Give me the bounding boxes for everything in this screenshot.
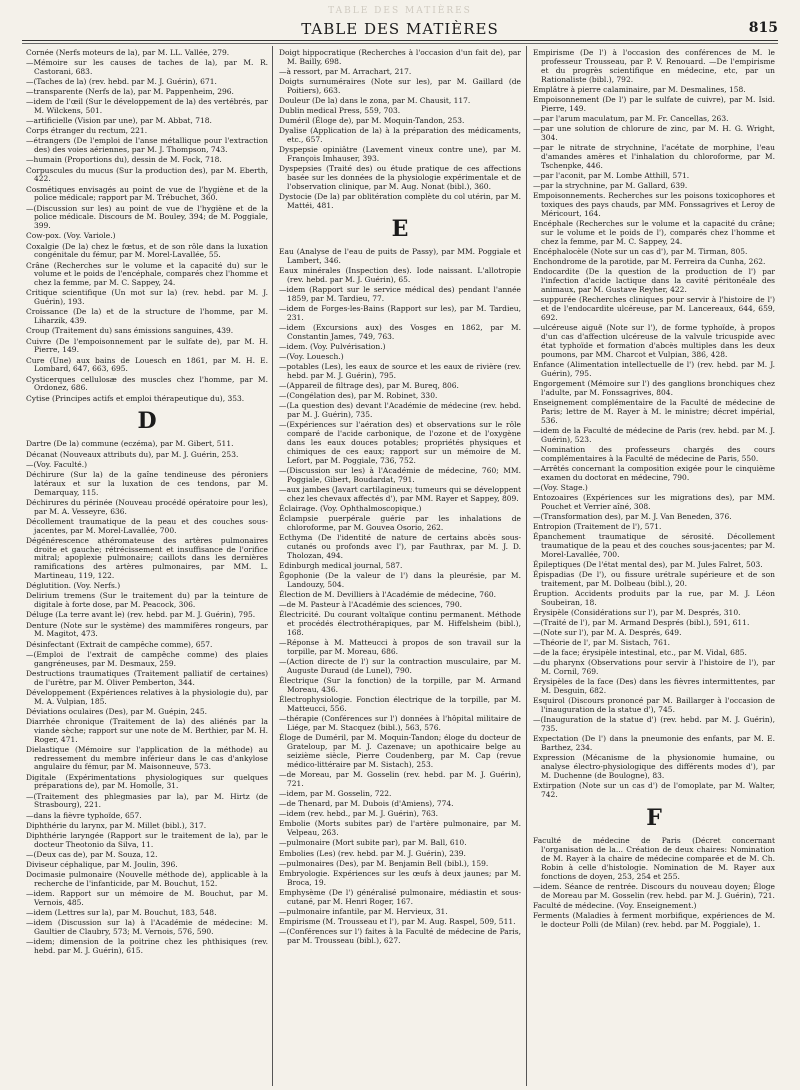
index-entry: Cuivre (De l'empoisonnement par le sulfate de), par M. H. Pierre, 149. bbox=[26, 336, 268, 355]
index-entry: —transparente (Nerfs de la), par M. Pappenheim, 296. bbox=[26, 87, 234, 97]
index-entry: Déglutition. (Voy. Nerfs.) bbox=[26, 581, 121, 591]
index-entry: Doigt hippocratique (Recherches à l'occasion d'un fait de), par M. Bailly, 698. bbox=[279, 49, 521, 66]
index-entry: —potables (Les), les eaux de source et les eaux de rivière (rev. hebd. par M. J. Guérin), 795. bbox=[279, 362, 521, 381]
index-entry: Diarrhée chronique (Traitement de la) des aliénés par la viande sèche; rapport sur une note de M. Berthier, par M. H. Roger, 471. bbox=[26, 716, 268, 744]
index-entry: Empoisonnements. Recherches sur les poisons toxicophores et toxiques des pays chauds, par MM. Fonssagrives et Leroy de Méricourt, 164. bbox=[533, 191, 775, 218]
index-entry: —à ressort, par M. Arrachart, 217. bbox=[279, 67, 412, 76]
index-entry: —idem. (Voy. Pulvérisation.) bbox=[279, 342, 386, 352]
index-entry: Embolie (Morts subites par) de l'artère pulmonaire, par M. Velpeau, 263. bbox=[279, 819, 521, 838]
index-entry: Cow-pox. (Voy. Variole.) bbox=[26, 231, 116, 241]
index-entry: —Mémoire sur les causes de taches de la), par M. R. Castorani, 683. bbox=[26, 58, 268, 76]
index-entry: Épispadias (De l'), ou fissure urétrale supérieure et de son traitement, par M. Dolbeau (bibl.), 20. bbox=[533, 569, 775, 588]
index-entry: Cure (Une) aux bains de Louesch en 1861, par M. H. E. Lombard, 647, 663, 695. bbox=[26, 355, 268, 374]
index-entry: —par la strychnine, par M. Gallard, 639. bbox=[533, 181, 688, 190]
index-entry: Entropion (Traitement de l'), 571. bbox=[533, 521, 662, 531]
index-entry: Empirisme (M. Trousseau et l'), par M. Aug. Raspel, 509, 511. bbox=[279, 916, 516, 926]
index-entry: —par une solution de chlorure de zinc, par M. H. G. Wright, 304. bbox=[533, 124, 775, 142]
index-entry: Épanchement traumatique de sérosité. Décollement traumatique de la peau et des couches sous-jacentes; par M. Morel-Lavallée, 700. bbox=[533, 531, 775, 559]
section-letter: D bbox=[137, 408, 157, 435]
index-entry: —(La question des) devant l'Académie de médecine (rev. hebd. par M. J. Guérin), 735. bbox=[279, 401, 521, 420]
index-entry: —(Discussion sur les) à l'Académie de médecine, 760; MM. Poggiale, Gibert, Boudardat, 791. bbox=[279, 466, 521, 485]
bleed-through-title: TABLE DES MATIÈRES bbox=[328, 6, 472, 16]
index-entry: Eaux minérales (Inspection des). Iode naissant. L'allotropie (rev. hebd. par M. J. Guérin), 65. bbox=[279, 266, 521, 284]
index-entry: —(Conférences sur l') faites à la Faculté de médecine de Paris, par M. Trousseau (bibl.), 627. bbox=[279, 926, 521, 945]
page-title: TABLE DES MATIÈRES bbox=[301, 20, 499, 38]
section-letter: F bbox=[646, 805, 662, 832]
index-entry: —dans la fièvre typhoïde, 657. bbox=[26, 810, 142, 820]
index-entry: —humain (Proportions du), dessin de M. Fock, 718. bbox=[26, 155, 222, 165]
index-entry: Électrique (Sur la fonction) de la torpille, par M. Armand Moreau, 436. bbox=[279, 676, 521, 695]
index-entry: —Théorie de l', par M. Sistach, 761. bbox=[533, 638, 671, 648]
index-entry: —(Discussion sur les) au point de vue de l'hygiène et de la police médicale. Discours de M. Bouley, 394; de M. Poggiale, 399. bbox=[26, 203, 268, 231]
index-entry: Coxalgie (De la) chez le fœtus, et de son rôle dans la luxation congénitale du fémur, par M. Morel-Lavallée, 55. bbox=[26, 241, 268, 260]
index-entry: —(Taches de la) (rev. hebd. par M. J. Guérin), 671. bbox=[26, 77, 217, 87]
index-entry: Développement (Expériences relatives à la physiologie du), par M. A. Vulpian, 185. bbox=[26, 687, 268, 706]
index-entry: Esquirol (Discours prononcé par M. Baillarger à l'occasion de l'inauguration de la statue d'), 745. bbox=[533, 696, 775, 715]
page-header bbox=[22, 18, 778, 38]
index-entry: Électrophysiologie. Fonction électrique de la torpille, par M. Matteucci, 556. bbox=[279, 695, 521, 714]
index-entry: —idem (Excursions aux) des Vosges en 1862, par M. Constantin James, 749, 763. bbox=[279, 323, 521, 341]
index-entry: Empirisme (De l') à l'occasion des conférences de M. le professeur Trousseau, par P. V. Renouard. —De l'empirisme et du progrès scientifique en médecine, etc, par un Rationaliste (bibl.), 792. bbox=[533, 49, 775, 84]
index-entry: Croissance (De la) et de la structure de l'homme, par M. Liharzik, 439. bbox=[26, 307, 268, 326]
index-entry: Faculté de médecine. (Voy. Enseignement.) bbox=[533, 900, 697, 910]
index-entry: —du pharynx (Observations pour servir à l'histoire de l'), par M. Cornil, 769. bbox=[533, 658, 775, 677]
index-entry: Éruption. Accidents produits par la rue, par M. J. Léon Soubeiran, 18. bbox=[533, 588, 775, 607]
index-entry: Épileptiques (De l'état mental des), par M. Jules Falret, 503. bbox=[533, 559, 763, 569]
index-entry: —Nomination des professeurs chargés des cours complémentaires à la Faculté de médecine de Paris, 550. bbox=[533, 444, 775, 463]
index-entry: —thérapie (Conférences sur l') données à l'hôpital militaire de Liége, par M. Stacquez (bibl.), 563, 576. bbox=[279, 714, 521, 733]
index-entry: Duméril (Éloge de), par M. Moquin-Tandon, 253. bbox=[279, 116, 465, 126]
index-entry: —Réponse à M. Matteucci à propos de son travail sur la torpille, par M. Moreau, 686. bbox=[279, 638, 521, 657]
index-entry: —idem de la Faculté de médecine de Paris (rev. hebd. par M. J. Guérin), 523. bbox=[533, 425, 775, 444]
index-entry: —ulcéreuse aiguë (Note sur l'), de forme typhoïde, à propos d'un cas d'affection ulcéreuse de la valvule tricuspide avec état typhoïde et formation d'abcès multiples dans les deux poumons, par MM. Charcot et Vulpian, 386, 428. bbox=[533, 322, 775, 359]
index-entry: Empoisonnement (De l') par le sulfate de cuivre), par M. Isid. Pierre, 149. bbox=[533, 94, 775, 113]
index-entry: —(Traitement des phlegmasies par la), par M. Hirtz (de Strasbourg), 221. bbox=[26, 791, 268, 810]
index-entry: Corps étranger du rectum, 221. bbox=[26, 126, 148, 136]
index-entry: Emphysème (De l') généralisé pulmonaire, médiastin et sous-cutané, par M. Henri Roger, 167. bbox=[279, 887, 521, 906]
index-entry: —de la face; érysipèle intestinal, etc., par M. Vidal, 685. bbox=[533, 648, 747, 658]
column-divider bbox=[526, 46, 527, 1086]
index-entry: Cosmétiques envisagés au point de vue de l'hygiène et de la police médicale; rapport par M. Trébuchet, 360. bbox=[26, 184, 268, 203]
index-entry: Ecthyma (De l'identité de nature de certains abcès sous-cutanés ou profonds avec l'), par Fauthrax, par M. J. D. Tholozan, 494. bbox=[279, 533, 521, 561]
index-entry: Éclairage. (Voy. Ophthalmoscopique.) bbox=[279, 504, 422, 514]
index-entry: —pulmonaires (Des), par M. Benjamin Bell (bibl.), 159. bbox=[279, 858, 489, 868]
index-entry: —idem. Rapport sur un mémoire de M. Bouchut, par M. Vernois, 485. bbox=[26, 888, 268, 907]
index-entry: Faculté de médecine de Paris (Décret concernant l'organisation de la... Création de deux chaires: Nomination de M. Rayer à la chaire de médecine comparée et de M. Ch. Robin à celle d'histologie. Nomination de M. Rayer aux fonctions de doyen, 253, 254 et 255. bbox=[533, 836, 775, 881]
index-entry: Entozoaires (Expériences sur les migrations des), par MM. Pouchet et Verrier aîné, 308. bbox=[533, 492, 775, 511]
header-rule-secondary bbox=[22, 43, 778, 44]
index-entry: Encéphalocèle (Note sur un cas d'), par M. Tirman, 805. bbox=[533, 246, 748, 256]
index-entry: —par le nitrate de strychnine, l'acétate de morphine, l'eau d'amandes amères et l'inhalation du chloroforme, par M. Tschenpke, 446. bbox=[533, 143, 775, 170]
index-entry: Engorgement (Mémoire sur l') des ganglions bronchiques chez l'adulte, par M. Fonssagrives, 804. bbox=[533, 378, 775, 397]
index-entry: —idem, par M. Gosselin, 722. bbox=[279, 789, 392, 799]
index-entry: —(Emploi de l'extrait de campêche comme) des plaies gangréneuses, par M. Desmaux, 259. bbox=[26, 649, 268, 668]
index-entry: Eau (Analyse de l'eau de puits de Passy), par MM. Poggiale et Lambert, 346. bbox=[279, 247, 521, 265]
index-entry: Encéphale (Recherches sur le volume et la capacité du crâne; sur le volume et le poids de l'), comparés chez l'homme et chez la femme, par M. C. Sappey, 24. bbox=[533, 219, 775, 246]
index-entry: —étrangers (De l'emploi de l'anse métallique pour l'extraction des) des voies aériennes, par M. J. Thompson, 743. bbox=[26, 136, 268, 155]
index-entry: —(Traité de l'), par M. Armand Després (bibl.), 591, 611. bbox=[533, 618, 750, 627]
index-entry: Cornée (Nerfs moteurs de la), par M. LL. Vallée, 279. bbox=[26, 49, 230, 57]
index-entry: —idem (rev. hebd., par M. J. Guérin), 763. bbox=[279, 809, 439, 819]
index-entry: Cytise (Principes actifs et emploi thérapeutique du), 353. bbox=[26, 393, 245, 403]
page-number: 815 bbox=[748, 20, 778, 36]
index-entry: Expectation (De l') dans la pneumonie des enfants, par M. E. Barthez, 234. bbox=[533, 734, 775, 753]
index-entry: —de M. Pasteur à l'Académie des sciences, 790. bbox=[279, 600, 462, 610]
index-entry: Déchirure (Sur la) de la gaîne tendineuse des péroniers latéraux et sur la luxation de ces tendons, par M. Demarquay, 115. bbox=[26, 469, 268, 497]
index-entry: —idem (Lettres sur la), par M. Bouchut, 183, 548. bbox=[26, 907, 217, 917]
index-entry: Emplâtre à pierre calaminaire, par M. Desmalines, 158. bbox=[533, 84, 746, 94]
index-entry: —de Moreau, par M. Gosselin (rev. hebd. par M. J. Guérin), 721. bbox=[279, 770, 521, 789]
index-entry: Delirium tremens (Sur le traitement du) par la teinture de digitale à forte dose, par M. Peacock, 306. bbox=[26, 591, 268, 610]
index-entry: —idem. Séance de rentrée. Discours du nouveau doyen; Éloge de Moreau par M. Gosselin (rev. hebd. par M. J. Guérin), 721. bbox=[533, 881, 775, 900]
index-entry: Douleur (De la) dans le zona, par M. Chausit, 117. bbox=[279, 96, 471, 106]
index-entry: Éclampsie puerpérale guérie par les inhalations de chloroforme, par M. Gouvea Osorio, 262. bbox=[279, 514, 521, 533]
index-entry: —(Inauguration de la statue d') (rev. hebd. par M. J. Guérin), 735. bbox=[533, 715, 775, 734]
index-entry: —(Deux cas de), par M. Souza, 12. bbox=[26, 849, 158, 859]
index-entry: —(Note sur l'), par M. A. Després, 649. bbox=[533, 628, 682, 638]
column-divider bbox=[272, 46, 273, 1086]
index-entry: —(Congélation des), par M. Robinet, 330. bbox=[279, 391, 438, 401]
index-entry: Dyspepsie opiniâtre (Lavement vineux contre une), par M. François Imhauser, 393. bbox=[279, 145, 521, 164]
index-entry: Denture (Note sur le système) des mammifères rongeurs, par M. Magitot, 473. bbox=[26, 620, 268, 639]
index-entry: Embryologie. Expériences sur les œufs à deux jaunes; par M. Broca, 19. bbox=[279, 868, 521, 887]
index-entry: Dystocie (De la) par oblitération complète du col utérin, par M. Mattéi, 481. bbox=[279, 192, 521, 211]
index-entry: Dyspepsies (Traité des) ou étude pratique de ces affections basée sur les données de la physiologie expérimentale et de l'observation clinique, par M. Aug. Nonat (bibl.), 360. bbox=[279, 164, 521, 192]
index-entry: Dartre (De la) commune (eczéma), par M. Gibert, 511. bbox=[26, 439, 234, 449]
section-letter: E bbox=[391, 216, 409, 243]
index-entry: —(Voy. Faculté.) bbox=[26, 459, 88, 469]
index-entry: —artificielle (Vision par une), par M. Abbat, 718. bbox=[26, 116, 212, 126]
index-entry: Déluge (La terre avant le) (rev. hebd. par M. J. Guérin), 795. bbox=[26, 610, 256, 620]
index-entry: Extirpation (Note sur un cas d') de l'omoplate, par M. Walter, 742. bbox=[533, 781, 775, 800]
index-entry: Endocardite (De la question de la production de l') par l'infection d'acide lactique dans la cavité péritonéale des animaux, par M. Gustave Reyher, 422. bbox=[533, 267, 775, 294]
index-entry: Dyalise (Application de la) à la préparation des médicaments, etc., 657. bbox=[279, 126, 521, 145]
index-entry: —(Voy. Louesch.) bbox=[279, 352, 344, 362]
index-entry: Désinfectant (Extrait de campêche comme), 657. bbox=[26, 639, 213, 649]
index-entry: Doigts surnuméraires (Note sur les), par M. Gaillard (de Poitiers), 663. bbox=[279, 77, 521, 95]
index-entry: —idem de Forges-les-Bains (Rapport sur les), par M. Tardieu, 231. bbox=[279, 304, 521, 322]
index-entry: —aux jambes (Javart cartilagineux; tumeurs qui se développent chez les chevaux affectés d'), par MM. Rayer et Sappey, 809. bbox=[279, 485, 521, 504]
index-entry: —idem (Discussion sur la) à l'Académie de médecine: M. Gaultier de Claubry, 573; M. Vernois, 576, 590. bbox=[26, 918, 268, 936]
index-entry: Croup (Traitement du) sans émissions sanguines, 439. bbox=[26, 326, 234, 336]
index-entry: Érysipèle (Considérations sur l'), par M. Després, 310. bbox=[533, 607, 741, 617]
index-entry: Enseignement complémentaire de la Faculté de médecine de Paris; lettre de M. Rayer à M. le ministre; décret impérial, 536. bbox=[533, 397, 775, 425]
index-entry: Électricité. Du courant voltaïque continu permanent. Méthode et procédés électrothérapiques, par M. Hiffelsheim (bibl.), 168. bbox=[279, 610, 521, 638]
index-entry: Cysticerques cellulosæ des muscles chez l'homme, par M. Ordonez, 686. bbox=[26, 374, 268, 393]
index-entry: —(Transformation des), par M. J. Van Beneden, 376. bbox=[533, 511, 732, 521]
index-entry: Érysipèles de la face (Des) dans les fièvres intermittentes, par M. Desguin, 682. bbox=[533, 677, 775, 696]
index-entry: Éloge de Duméril, par M. Moquin-Tandon; éloge du docteur de Grateloup, par M. J. Cazenave; un apothicaire belge au seizième siècle, Pierre Coudenberg, par M. Cap (revue médico-littéraire par M. Sistach), 253. bbox=[279, 733, 521, 770]
index-entry: Ferments (Maladies à ferment morbifique, expériences de M. le docteur Polli (de Milan) (rev. hebd. par M. Poggiale), 1. bbox=[533, 910, 775, 929]
index-entry: —(Appareil de filtrage des), par M. Bureq, 806. bbox=[279, 381, 459, 391]
index-entry: —par l'arum maculatum, par M. Fr. Cancellas, 263. bbox=[533, 113, 729, 123]
index-entry: Docimasie pulmonaire (Nouvelle méthode de), applicable à la recherche de l'infanticide, par M. Bouchut, 152. bbox=[26, 869, 268, 888]
index-entry: —idem; dimension de la poitrine chez les phthisiques (rev. hebd. par M. J. Guérin), 615. bbox=[26, 937, 268, 955]
index-entry: —pulmonaire infantile, par M. Hervieux, 31. bbox=[279, 906, 448, 916]
index-entry: Enfance (Alimentation intellectuelle de l') (rev. hebd. par M. J. Guérin), 795. bbox=[533, 359, 775, 378]
index-column-1 bbox=[26, 49, 268, 957]
index-entry: Edinburgh medical journal, 587. bbox=[279, 561, 403, 571]
index-entry: Digitale (Expérimentations physiologiques sur quelques préparations de), par M. Homolle, 31. bbox=[26, 772, 268, 791]
index-entry: Décanat (Nouveaux attributs du), par M. J. Guérin, 253. bbox=[26, 449, 239, 459]
index-column-2 bbox=[279, 49, 521, 947]
index-entry: Destructions traumatiques (Traitement palliatif de certaines) de l'urètre, par M. Oliver Pemberton, 344. bbox=[26, 668, 268, 687]
index-entry: Dielastique (Mémoire sur l'application de la méthode) au redressement du membre inférieur dans le cas d'ankylose angulaire du fémur, par M. Maisonneuve, 573. bbox=[26, 744, 268, 772]
index-entry: —(Expériences sur l'aération des) et observations sur le rôle comparé de l'acide carbonique, de l'ozone et de l'oxygène dans les eaux douces potables; propriétés physiques et chimiques de ces eaux; rapport sur un mémoire de M. Lefort, par M. Poggiale, 736, 752. bbox=[279, 420, 521, 466]
index-entry: —Arrêtés concernant la composition exigée pour le cinquième examen du doctorat en médecine, 790. bbox=[533, 463, 775, 482]
index-entry: Corpuscules du mucus (Sur la production des), par M. Eberth, 422. bbox=[26, 165, 268, 184]
index-entry: Diphthérie du larynx, par M. Millet (bibl.), 317. bbox=[26, 820, 207, 830]
index-entry: Crâne (Recherches sur le volume et la capacité du) sur le volume et le poids de l'encéphale, comparés chez l'homme et chez la femme, par M. C. Sappey, 24. bbox=[26, 260, 268, 288]
index-column-3 bbox=[533, 49, 775, 931]
index-entry: —par l'aconit, par M. Lombe Atthill, 571. bbox=[533, 170, 690, 180]
index-entry: Critique scientifique (Un mot sur la) (rev. hebd. par M. J. Guérin), 193. bbox=[26, 288, 268, 307]
index-entry: Enchondrome de la parotide, par M. Ferreira da Cunha, 262. bbox=[533, 257, 766, 266]
index-entry: —idem (Rapport sur le service médical des) pendant l'année 1859, par M. Tardieu, 77. bbox=[279, 285, 521, 303]
index-entry: Déviations oculaires (Des), par M. Guépin, 245. bbox=[26, 706, 207, 716]
index-entry: Égophonie (De la valeur de l') dans la pleurésie, par M. Landouzy, 504. bbox=[279, 571, 521, 590]
index-entry: —(Action directe de l') sur la contraction musculaire, par M. Auguste Duraud (de Lunel), 790. bbox=[279, 657, 521, 676]
index-entry: Déchirures du périnée (Nouveau procédé opératoire pour les), par M. A. Vesseyre, 636. bbox=[26, 497, 268, 516]
index-entry: Diphthérie laryngée (Rapport sur le traitement de la), par le docteur Theotonio da Silva, 11. bbox=[26, 830, 268, 849]
index-entry: Décollement traumatique de la peau et des couches sous-jacentes, par M. Morel-Lavallée, 700. bbox=[26, 516, 268, 535]
index-entry: Expression (Mécanisme de la physionomie humaine, ou analyse électro-physiologique des différents modes d'), par M. Duchenne (de Boulogne), 83. bbox=[533, 753, 775, 781]
index-entry: —idem de l'œil (Sur le développement de la) des vertébrés, par M. Wilckens, 501. bbox=[26, 97, 268, 116]
index-entry: Dégénérescence athéromateuse des artères pulmonaires droite et gauche; rétrécissement et insuffisance de l'orifice mitral; apoplexie pulmonaire; caillots dans les dernières ramifications des artères pulmonaires, par MM. L. Martineau, 119, 122. bbox=[26, 535, 268, 581]
index-entry: Élection de M. Devilliers à l'Académie de médecine, 760. bbox=[279, 590, 496, 600]
index-entry: —suppurée (Recherches cliniques pour servir à l'histoire de l') et de l'endocardite ulcéreuse, par M. Lancereaux, 644, 659, 692. bbox=[533, 295, 775, 322]
header-rule bbox=[22, 40, 778, 41]
index-entry: —(Voy. Stage.) bbox=[533, 482, 588, 492]
index-entry: —de Thenard, par M. Dubois (d'Amiens), 774. bbox=[279, 799, 454, 809]
index-entry: Embolies (Les) (rev. hebd. par M. J. Guérin), 239. bbox=[279, 848, 466, 858]
index-entry: —pulmonaire (Mort subite par), par M. Ball, 610. bbox=[279, 838, 467, 848]
index-entry: Dublin medical Press, 559, 703. bbox=[279, 106, 401, 116]
index-entry: Diviseur céphalique, par M. Joulin, 396. bbox=[26, 859, 178, 869]
